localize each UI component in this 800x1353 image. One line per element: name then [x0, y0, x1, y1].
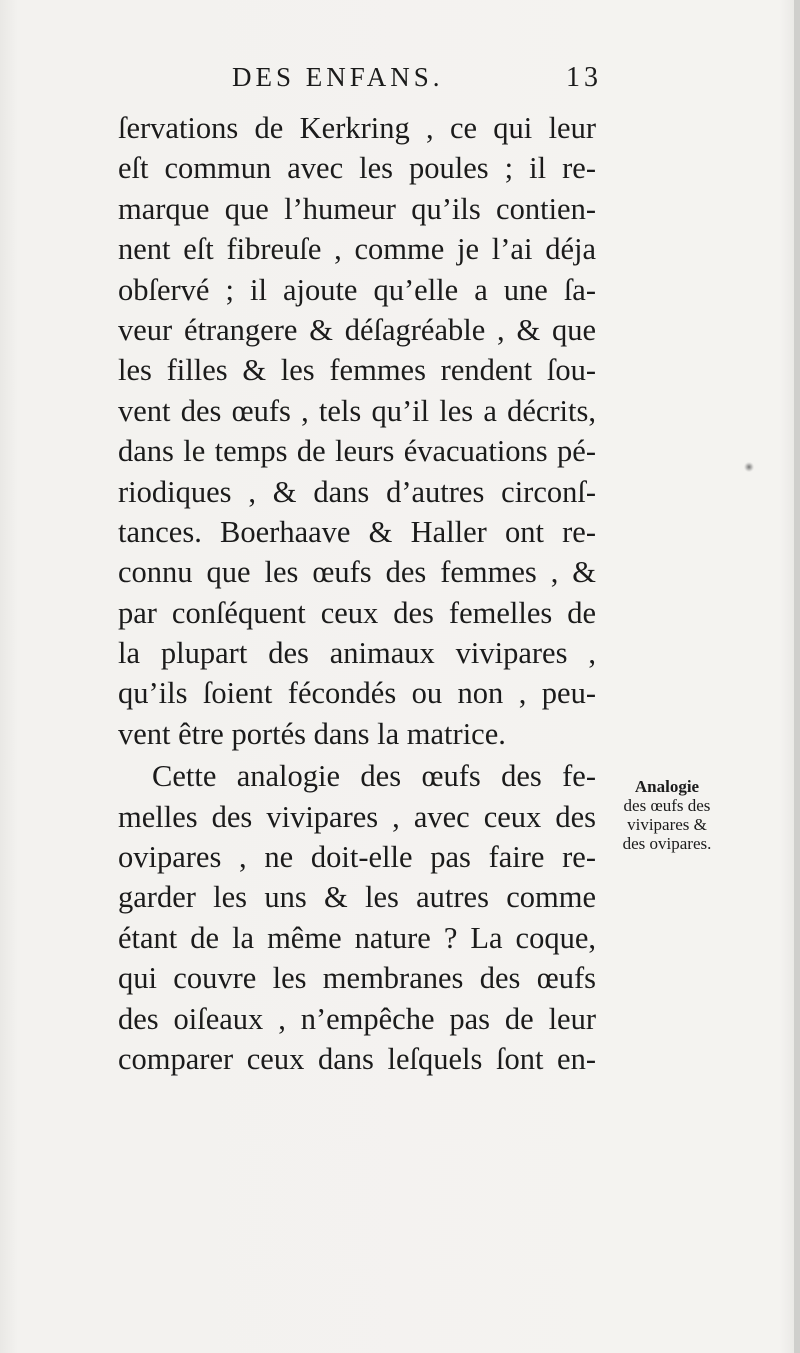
- text-line: ſervations de Kerkring , ce qui leur: [118, 111, 596, 145]
- margin-note-title: Analogie: [634, 777, 700, 796]
- running-head: DES ENFANS.: [232, 62, 444, 92]
- text-line: marque que l’humeur qu’ils contien-: [118, 191, 596, 226]
- margin-note-line: vivipares &: [627, 815, 707, 834]
- margin-note-line: des œufs des: [623, 796, 711, 815]
- text-line: melles des vivipares , avec ceux des: [118, 799, 596, 834]
- page-header: [232, 62, 602, 102]
- page-number: 13: [566, 62, 602, 93]
- text-line: veur étrangere & déſagréable , & que: [118, 312, 596, 347]
- text-line: étant de la même nature ? La coque,: [118, 920, 596, 955]
- text-line: vent des œufs , tels qu’il les a décrits,: [118, 393, 596, 428]
- text-line: la plupart des animaux vivipares ,: [118, 636, 596, 671]
- paragraph-start-line: Cette analogie des œufs des fe-: [152, 759, 596, 794]
- text-line: dans le temps de leurs évacuations pé-: [118, 434, 596, 469]
- page-edge: [794, 0, 800, 1353]
- text-line: tances. Boerhaave & Haller ont re-: [118, 514, 596, 549]
- text-line: riodiques , & dans d’autres circonſ-: [118, 474, 596, 509]
- body-text: [118, 108, 596, 1079]
- text-line: qui couvre les membranes des œufs: [118, 961, 596, 996]
- text-line: garder les uns & les autres comme: [118, 880, 596, 915]
- text-line: par conſéquent ceux des femelles de: [118, 595, 596, 630]
- text-line: les filles & les femmes rendent ſou-: [118, 353, 596, 388]
- text-line: connu que les œufs des femmes , &: [118, 555, 596, 590]
- margin-note: [604, 777, 730, 853]
- text-line: vent être portés dans la matrice.: [118, 716, 506, 751]
- text-line: ovipares , ne doit-elle pas faire re-: [118, 840, 596, 875]
- text-line: eſt commun avec les poules ; il re-: [118, 151, 596, 186]
- text-line: nent eſt fibreuſe , comme je l’ai déja: [118, 232, 596, 267]
- text-line: comparer ceux dans leſquels ſont en-: [118, 1041, 596, 1076]
- paper-speck: [744, 462, 754, 472]
- text-line: des oiſeaux , n’empêche pas de leur: [118, 1001, 596, 1036]
- text-line: obſervé ; il ajoute qu’elle a une ſa-: [118, 272, 596, 307]
- text-line: qu’ils ſoient fécondés ou non , peu-: [118, 676, 596, 711]
- margin-note-line: des ovipares.: [622, 834, 712, 853]
